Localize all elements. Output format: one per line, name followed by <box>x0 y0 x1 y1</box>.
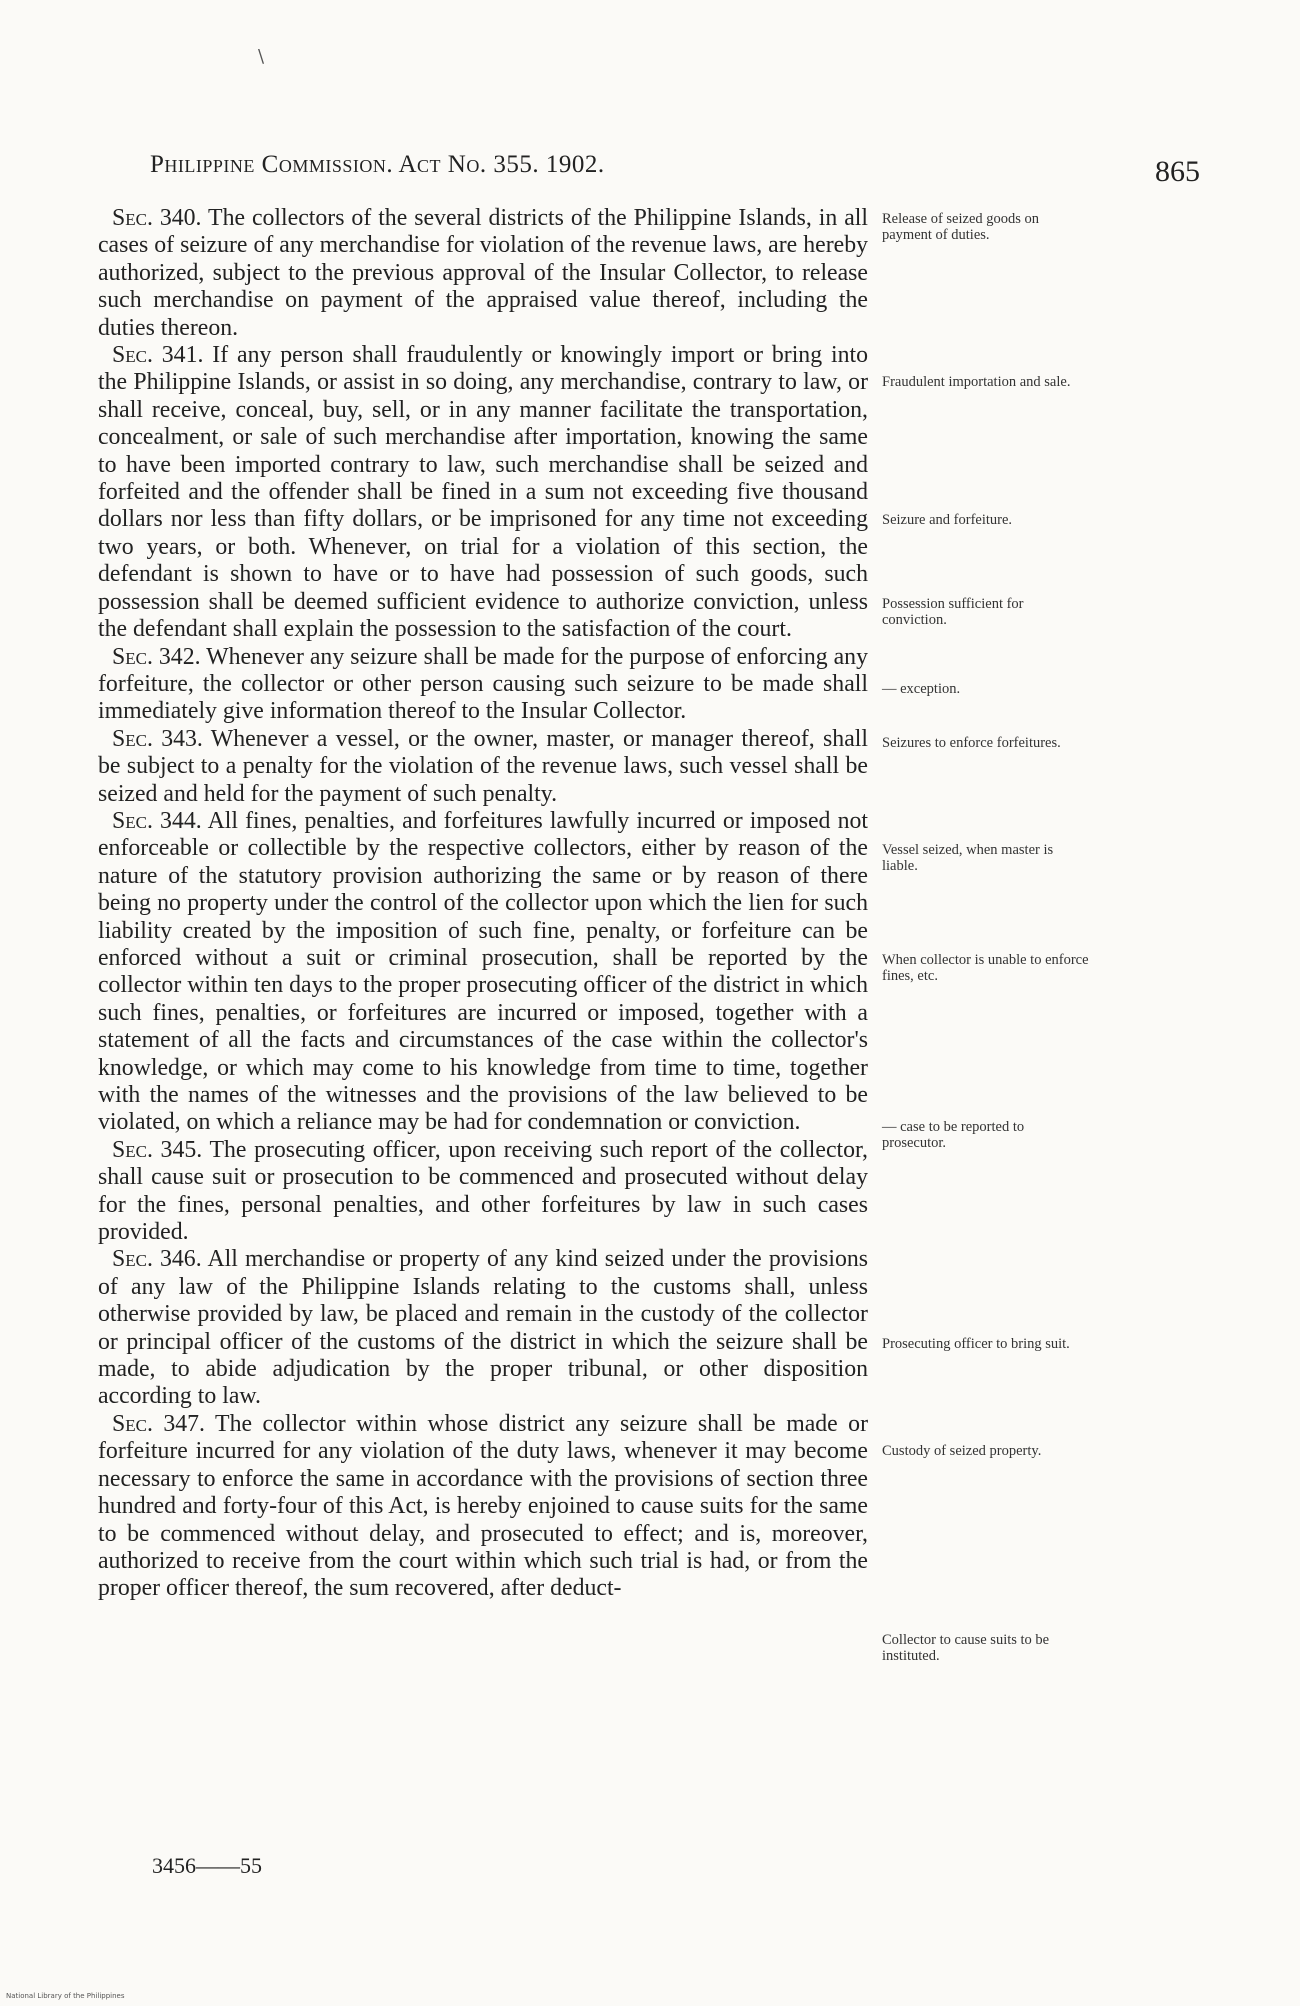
section-label: Sec. 346. <box>112 1246 202 1273</box>
section-340 <box>98 205 868 342</box>
signature-mark: 3456——55 <box>152 1853 262 1878</box>
margin-note-collector-suits: Collector to cause suits to be instituted. <box>882 1632 1050 1664</box>
section-text: The prosecuting officer, upon receiving such report of the collector, shall cause suit or prosecution to be commenced and prosecuted without delay for the fines, personal penalties, and other forfeitures by law in such cases provided. <box>98 1136 868 1246</box>
margin-note-seizures: Seizures to enforce forfeitures. <box>882 735 1061 751</box>
section-text: The collectors of the several districts of the Philippine Islands, in all cases of seizure of any merchandise for violation of the revenue laws, are hereby authorized, subject to the previous approval of the Insular Collector, to release such merchandise on payment of the appraised value thereof, including the duties thereon. <box>98 205 868 341</box>
margin-note-prosecuting: Prosecuting officer to bring suit. <box>882 1336 1070 1352</box>
section-label: Sec. 340. <box>112 205 202 231</box>
main-text <box>98 205 868 1603</box>
section-label: Sec. 342. <box>112 643 201 670</box>
section-342 <box>98 644 868 726</box>
section-text: If any person shall fraudulently or knowingly import or bring into the Philippine Islands, or assist in so doing, any merchandise, contrary to law, or shall receive, conceal, buy, sell, or in any manner facilitate the transportation, concealment, or sale of such merchandise after importation, knowing the same to have been imported contrary to law, such merchandise shall be seized and forfeited and the offender shall be fined in a sum not exceeding five thousand dollars nor less than fifty dollars, or be imprisoned for any time not exceeding two years, or both. Whenever, on trial for a violation of this section, the defendant is shown to have or to have had possession of such goods, such possession shall be deemed sufficient evidence to authorize conviction, unless the defendant shall explain the possession to the satisfaction of the court. <box>98 342 868 643</box>
section-text: All merchandise or property of any kind seized under the provisions of any law of the Philippine Islands relating to the customs shall, unless otherwise provided by law, be placed and remain in the custody of the collector or principal officer of the customs of the district in which the seizure shall be made, to abide adjudication by the proper tribunal, or other disposition according to law. <box>98 1246 868 1410</box>
running-title: Philippine Commission. Act No. 355. 1902. <box>150 151 605 178</box>
section-text: Whenever any seizure shall be made for the purpose of enforcing any forfeiture, the collector or other person causing such seizure to be made shall immediately give information thereof to the Insular Collector. <box>98 643 868 725</box>
section-text: All fines, penalties, and forfeitures lawfully incurred or imposed not enforceable or collectible by the respective collectors, either by reason of the nature of the statutory provision authorizing the same or by reason of there being no property under the control of the collector upon which the lien for such liability created by the imposition of such fine, penalty, or forfeiture can be enforced without a suit or criminal prosecution, shall be reported by the collector within ten days to the proper prosecuting officer of the district in which such fines, penalties, or forfeitures are incurred or imposed, together with a statement of all the facts and circumstances of the case within the collector's knowledge, or which may come to his knowledge from time to time, together with the names of the witnesses and the provisions of the law believed to be violated, on which a reliance may be had for condemnation or conviction. <box>98 807 868 1136</box>
margin-note-custody: Custody of seized property. <box>882 1443 1042 1459</box>
scan-mark: \ <box>258 46 265 67</box>
page-header <box>150 145 1200 188</box>
margin-note-vessel: Vessel seized, when master is liable. <box>882 842 1054 874</box>
section-label: Sec. 345. <box>112 1136 203 1163</box>
page-number: 865 <box>1155 155 1200 188</box>
section-345 <box>98 1137 868 1247</box>
section-text: The collector within whose district any seizure shall be made or forfeiture incurred for any violation of the duty laws, whenever it may become necessary to enforce the same in accordance with the provisions of section three hundred and forty-four of this Act, is hereby enjoined to cause suits for the same to be commenced without delay, and prosecuted to effect; and is, moreover, authorized to receive from the court within which such trial is had, or from the proper officer thereof, the sum recovered, after deduct- <box>98 1410 868 1602</box>
section-text: Whenever a vessel, or the owner, master, or manager thereof, shall be subject to a penalty for the violation of the revenue laws, such vessel shall be seized and held for the payment of such penalty. <box>98 725 868 807</box>
section-346 <box>98 1246 868 1410</box>
section-label: Sec. 341. <box>112 342 204 369</box>
section-347 <box>98 1411 868 1603</box>
margin-note-exception: — exception. <box>882 681 961 697</box>
section-341 <box>98 342 868 643</box>
margin-note-fraudulent: Fraudulent importation and sale. <box>882 374 1071 390</box>
section-344 <box>98 808 868 1137</box>
margin-note-case-reported: — case to be reported to prosecutor. <box>882 1119 1025 1151</box>
section-label: Sec. 343. <box>112 725 203 752</box>
margin-note-seizure: Seizure and forfeiture. <box>882 512 1013 528</box>
scan-credit: National Library of the Philippines <box>6 1992 125 2000</box>
margin-note-collector-unable: When collector is unable to enforce fines, etc. <box>882 952 1089 984</box>
section-label: Sec. 347. <box>112 1410 206 1437</box>
section-label: Sec. 344. <box>112 807 202 834</box>
margin-note-possession: Possession sufficient for conviction. <box>882 596 1024 628</box>
section-343 <box>98 726 868 808</box>
margin-note-release: Release of seized goods on payment of duties. <box>882 211 1040 243</box>
